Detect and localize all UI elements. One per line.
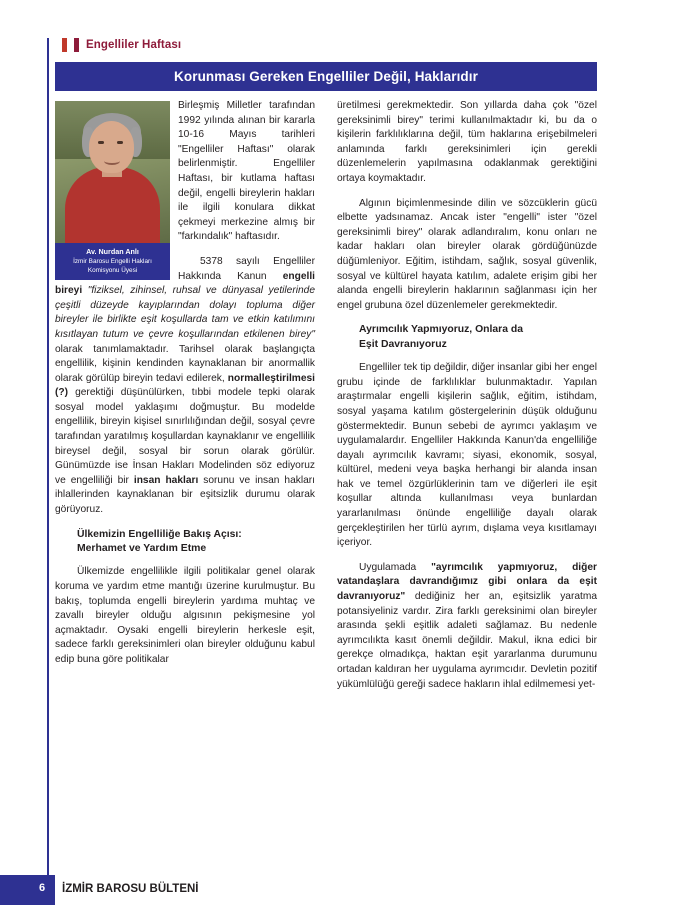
photo-face: [89, 121, 134, 173]
kicker-bar-icon: [62, 38, 67, 52]
paragraph-5: Algının biçimlenmesinde dilin ve sözcüklerin gücü elbette yadsınamaz. Ancak ister "engelli" ister "özel gereksinimli birey" olarak adlandıralım, konu onları ne kadar hakları olan bireyler olarak gördüğünüzde düğümleniyor. Eğitim, istihdam, sağlık, sosyal güvenlik, sosyal ve kültürel hayata katılım, adalete erişim gibi her alanda engelli bireylerin haklarının sağlanması için her engel grubuna özel düzenlemeler gerekmektedir.: [337, 197, 597, 311]
kicker-label: Engelliler Haftası: [86, 39, 182, 51]
p2-part-d: olarak tanımlamaktadır. Tarihsel olarak başlangıçta engellilik, kişinin kendinden kaynaklanan bir anormallik olarak görülüp bireyin tedavi edilerek,: [55, 343, 315, 384]
p2-part-a: 5378 sayılı Engelliler Hakkında Kanun: [178, 255, 315, 282]
photo-caption: [55, 243, 170, 280]
left-margin-rule: [47, 38, 49, 878]
caption-author-name: Av. Nurdan Anlı: [86, 247, 139, 256]
subheading-right: [359, 323, 597, 352]
author-photo: [55, 101, 170, 243]
article-title-bar: [55, 62, 597, 91]
p2-part-f: gerektiği düşünülürken, tıbbi modele tepki olarak sosyal model yaklaşımı doğmuştur. Bu modelde engellilik, bireyin kişisel sınırlılığından değil, sosyal çevre tarafından yaratılmış koşullardan kaynaklanır ve engellilik bireysel değil, sosyal bir sorun olarak görülür. Günümüzde ise İnsan Hakları Modelinden söz ediyoruz ve engelliliği bir: [55, 387, 315, 486]
photo-torso: [65, 167, 160, 243]
p1-quote-2: "farkındalık": [178, 231, 233, 243]
p2-term-engelli-birey: engelli bireyi: [55, 270, 315, 297]
kicker-bar-secondary-icon: [74, 38, 79, 52]
p7-quote-bold: "ayrımcılık yapmıyoruz, diğer vatandaşlara davrandığımız gibi onlara da eşit davranıyoruz": [337, 561, 597, 603]
subheading-right-line2: Eşit Davranıyoruz: [359, 338, 447, 350]
subheading-left-line2: Merhamet ve Yardım Etme: [77, 543, 207, 555]
photo-eye-left: [98, 141, 104, 144]
caption-role-line1: İzmir Barosu Engelli Hakları: [73, 258, 152, 265]
publication-title: İZMİR BAROSU BÜLTENİ: [62, 883, 199, 895]
page-footer: [0, 875, 700, 917]
p2-term-normallestirilmesi: normalleştirilmesi (?): [55, 372, 315, 399]
p7-part-c: dediğiniz her an, eşitsizlik yaratma potansiyeliniz vardır. Zira farklı gereksinimi olan bireyler arasında şekli eşitlik adaleti sağlamaz. Bu nedenle ayrımcılıkta kasıt önemli değildir. Makul, ikna edici bir gerekçe olmadıkça, haktan eşit yararlanma durumunu ortadan kaldıran her uygulama ayrımcıdır. Devletin pozitif yükümlülüğü gereği sadece hakların ihlal edilmemesi yet-: [337, 591, 597, 690]
subheading-left: [77, 528, 315, 557]
p7-part-a: Uygulamada: [359, 561, 432, 573]
caption-role-line2: Komisyonu Üyesi: [87, 267, 138, 274]
subheading-left-line1: Ülkemizin Engelliliğe Bakış Açısı:: [77, 528, 242, 540]
p2-legal-definition: "fiziksel, zihinsel, ruhsal ve dünyasal yetilerinde çeşitli düzeyde kayıplarından dolayı topluma diğer bireyler ile birlikte eşit koşullarda tam ve etkin katılımını kısıtlayan tutum ve çevre koşullarından etkilenen birey": [55, 285, 315, 340]
paragraph-2: [55, 255, 315, 518]
photo-eye-right: [117, 141, 123, 144]
paragraph-4: üretilmesi gerekmektedir. Son yıllarda daha çok "özel gereksinimli birey" terimi kullanılmaktadır ki, bu da o kişilerin farklılıklarına değil, tüm haklarına erişebilmeleri anlamında farklı gereksinimleri için gerekli düzenlemelerin yapılmasına odaklanmak gerektiğini ortaya koymaktadır.: [337, 100, 597, 184]
right-column: [337, 99, 597, 702]
footer-page-band: [0, 875, 55, 905]
subheading-right-line1: Ayrımcılık Yapmıyoruz, Onlara da: [359, 324, 524, 336]
p1-part-c: haftasıdır.: [232, 231, 280, 243]
left-column: [55, 99, 315, 678]
page-number: 6: [39, 882, 46, 894]
photo-smile: [104, 157, 120, 165]
p2-term-insan-haklari: insan hakları: [133, 474, 199, 486]
paragraph-6: Engelliler tek tip değildir, diğer insanlar gibi her engel grubu içinde de farklılıklar bulunmaktadır. Yapılan araştırmalar engelli kişilerin sağlık, eğitim, istihdam, sosyal yaşama katılım göstergelerinin düşük olduğunu göstermektedir. Bunun sebebi de ayrımcı yaklaşım ve uygulamalardır. Engelliler Hakkında Kanun'da engelliliğe dayalı ayrımcılık kavramı; siyasi, ekonomik, sosyal, kültürel, medeni veya başka herhangi bir alanda insan hak ve temel özgürlüklerinin tam ve diğerleri ile eşit koşullar altında kullanılması veya bunlardan yararlanılması önünde engelliliğe dayalı olarak gerçekleştirilen her türlü ayrım, dışlama veya kısıtlamayı içeriyor.: [337, 362, 597, 549]
p1-part-a: Birleşmiş Milletler tarafından 1992 yılında alınan bir kararla 10-16 Mayıs tarihleri: [178, 100, 315, 141]
paragraph-7: [337, 561, 597, 692]
section-kicker: [62, 38, 181, 52]
paragraph-3: Ülkemizde engellilikle ilgili politikalar genel olarak koruma ve yardım etme mantığı üzerine kurulmuştur. Bu bakış, toplumda engelli bireylerin yardıma muhtaç ve zavallı bireyler olduğu algısının pekişmesine yol açmaktadır. Oysaki engelli bireylerin herkesle eşit, sadece farklı gereksinimleri olan bireyler olduğunu kabul edip buna göre politikalar: [55, 566, 315, 665]
author-figure: [55, 101, 170, 280]
p1-quote-1: "Engelliler Haftası": [178, 143, 274, 155]
p2-part-h: sorunu ve insan hakları ihlallerinden kaynaklanan bir eşitsizlik durumu olarak görüyoruz.: [55, 474, 315, 516]
page-title: Korunması Gereken Engelliler Değil, Haklarıdır: [174, 69, 478, 84]
p1-part-b: olarak belirlenmiştir. Engelliler Haftası, bir kutlama haftası değil, engelli bireylerin hakları ile ilgili konulara dikkat çekmeyi merkezine almış bir: [178, 143, 315, 228]
